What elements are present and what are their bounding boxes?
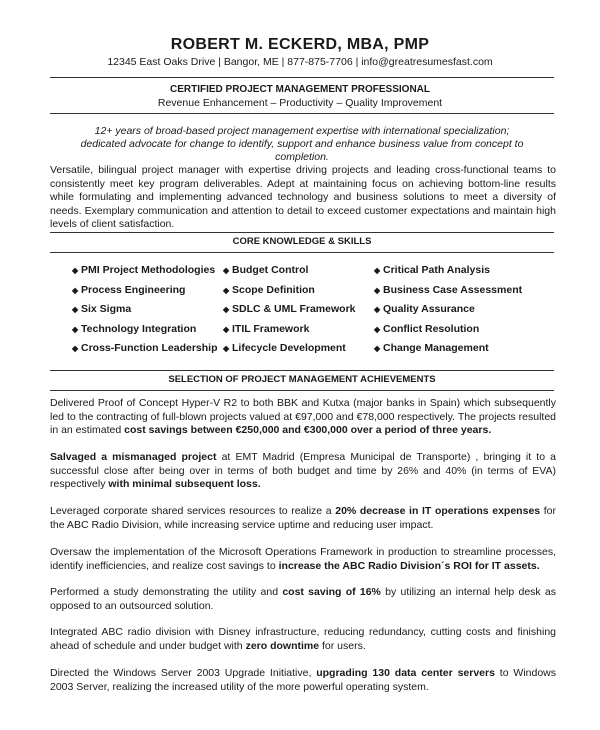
achievement-highlight: 20% decrease in IT operations expenses bbox=[335, 505, 541, 517]
skill-label: Six Sigma bbox=[81, 303, 132, 315]
skill-item bbox=[72, 342, 218, 354]
skill-label: PMI Project Methodologies bbox=[81, 264, 216, 276]
skill-item bbox=[223, 303, 356, 315]
achievement-text: Directed the Windows Server 2003 Upgrade Initiative, bbox=[50, 667, 317, 679]
skill-label: Technology Integration bbox=[81, 322, 197, 335]
achievement-highlight: Salvaged a mismanaged project bbox=[50, 451, 217, 463]
achievement-highlight: cost savings between €250,000 and €300,000 over a period of three years. bbox=[124, 424, 492, 436]
skill-label: Scope Definition bbox=[232, 283, 315, 296]
achievement-text: Oversaw the implementation of the Microsoft Operations Framework in production to streamline processes, identify inefficiencies, and realize cost savings to bbox=[50, 546, 556, 572]
diamond-bullet-icon: ◆ bbox=[72, 324, 79, 334]
achievement-item bbox=[50, 451, 556, 492]
header-divider bbox=[50, 77, 554, 78]
skill-item bbox=[72, 284, 185, 296]
skill-item bbox=[223, 323, 309, 335]
skill-label: Business Case Assessment bbox=[383, 283, 523, 296]
skill-item bbox=[374, 323, 479, 335]
achievement-item bbox=[50, 667, 556, 694]
skill-label: Change Management bbox=[383, 342, 489, 354]
skill-label: Budget Control bbox=[232, 264, 309, 276]
diamond-bullet-icon: ◆ bbox=[374, 266, 381, 275]
achievement-item bbox=[50, 586, 556, 613]
skill-label: Conflict Resolution bbox=[383, 322, 480, 335]
tagline bbox=[60, 125, 544, 164]
skill-item bbox=[223, 284, 315, 296]
tagline-line: 12+ years of broad-based project management expertise with international specialization; bbox=[94, 125, 510, 137]
skill-label: Process Engineering bbox=[81, 283, 186, 296]
skills-section-title: CORE KNOWLEDGE & SKILLS bbox=[232, 236, 372, 247]
achievement-item bbox=[50, 505, 556, 532]
diamond-bullet-icon: ◆ bbox=[223, 324, 230, 334]
diamond-bullet-icon: ◆ bbox=[72, 266, 79, 275]
contact-line: 12345 East Oaks Drive | Bangor, ME | 877-875-7706 | info@greatresumesfast.com bbox=[107, 56, 493, 68]
diamond-bullet-icon: ◆ bbox=[72, 285, 79, 295]
certification-divider bbox=[50, 113, 554, 114]
diamond-bullet-icon: ◆ bbox=[223, 305, 230, 314]
skill-item bbox=[374, 284, 522, 296]
achievements-bottom-rule bbox=[50, 390, 554, 391]
achievement-text: for the ABC Radio Division, while increasing service uptime and reducing user impact. bbox=[50, 505, 557, 531]
achievements-section-title: SELECTION OF PROJECT MANAGEMENT ACHIEVEMENTS bbox=[168, 374, 436, 385]
skill-label: Quality Assurance bbox=[383, 303, 475, 315]
skills-top-rule bbox=[50, 232, 554, 233]
skill-item bbox=[72, 303, 131, 315]
diamond-bullet-icon: ◆ bbox=[374, 324, 381, 334]
candidate-name: ROBERT M. ECKERD, MBA, PMP bbox=[170, 36, 430, 53]
skill-label: ITIL Framework bbox=[232, 322, 310, 335]
achievement-text: Leveraged corporate shared services resources to realize a bbox=[50, 505, 336, 517]
achievement-item bbox=[50, 546, 556, 573]
professional-summary: Versatile, bilingual project manager with expertise driving projects and leading cross-functional teams to consistently meet key program deliverables. Adept at maintaining focus on achieving bottom-line results while formulating and implementing advanced technology and business solutions to meet a diversity of needs. Exemplary communication and attention to detail to exceed customer expectations and maintain high levels of client satisfaction. bbox=[50, 164, 556, 230]
achievement-highlight: zero downtime bbox=[245, 639, 320, 652]
diamond-bullet-icon: ◆ bbox=[374, 285, 381, 295]
achievement-item bbox=[50, 626, 556, 653]
skill-item bbox=[72, 264, 215, 276]
skill-item bbox=[374, 264, 490, 276]
achievement-highlight: upgrading 130 data center servers bbox=[316, 667, 495, 679]
diamond-bullet-icon: ◆ bbox=[223, 285, 230, 295]
diamond-bullet-icon: ◆ bbox=[374, 305, 381, 314]
skill-label: SDLC & UML Framework bbox=[232, 303, 356, 315]
achievement-text: by utilizing an internal help desk as opposed to an outsourced solution. bbox=[50, 586, 557, 612]
skill-item bbox=[223, 342, 346, 354]
skills-bottom-rule bbox=[50, 252, 554, 253]
skill-item bbox=[72, 323, 196, 335]
achievement-item bbox=[50, 397, 556, 438]
achievement-highlight: increase the ABC Radio Division´s ROI for IT assets. bbox=[278, 559, 540, 572]
tagline-line: dedicated advocate for change to identify, support and enhance business value from concept to completion. bbox=[80, 138, 524, 163]
certification-title: CERTIFIED PROJECT MANAGEMENT PROFESSIONAL bbox=[169, 84, 430, 95]
diamond-bullet-icon: ◆ bbox=[374, 344, 381, 353]
skill-item bbox=[374, 303, 475, 315]
achievement-text: at EMT Madrid (Empresa Municipal de Transporte) , bringing it to a successful close after being over in terms of both budget and time by 26% and 40% (in terms of EVA) respectively bbox=[50, 451, 556, 490]
achievement-text: Delivered Proof of Concept Hyper-V R2 to both BBK and Kutxa (major banks in Spain) which subsequently led to the contracting of full-blown projects valued at €97,000 and €78,000 respectively. The projects resulted in an estimated bbox=[50, 397, 556, 436]
diamond-bullet-icon: ◆ bbox=[223, 344, 230, 353]
achievement-text: to Windows 2003 Server, realizing the increased utility of the more powerful operating system. bbox=[50, 667, 556, 693]
achievement-text: for users. bbox=[319, 639, 366, 652]
diamond-bullet-icon: ◆ bbox=[72, 344, 79, 353]
skill-label: Lifecycle Development bbox=[232, 342, 346, 354]
achievements-top-rule bbox=[50, 370, 554, 371]
achievement-text: Performed a study demonstrating the utility and bbox=[50, 586, 283, 598]
achievement-text: Integrated ABC radio division with Disney infrastructure, reducing redundancy, cutting costs and finishing ahead of schedule and under budget with bbox=[50, 626, 556, 652]
skill-item bbox=[374, 342, 489, 354]
skill-item bbox=[223, 264, 308, 276]
achievement-highlight: cost saving of 16% bbox=[282, 586, 381, 598]
diamond-bullet-icon: ◆ bbox=[72, 305, 79, 314]
certification-subtitle: Revenue Enhancement – Productivity – Quality Improvement bbox=[157, 97, 443, 109]
skill-label: Critical Path Analysis bbox=[383, 264, 490, 276]
achievement-highlight: with minimal subsequent loss. bbox=[108, 478, 261, 490]
skill-label: Cross-Function Leadership bbox=[81, 342, 218, 354]
diamond-bullet-icon: ◆ bbox=[223, 266, 230, 275]
